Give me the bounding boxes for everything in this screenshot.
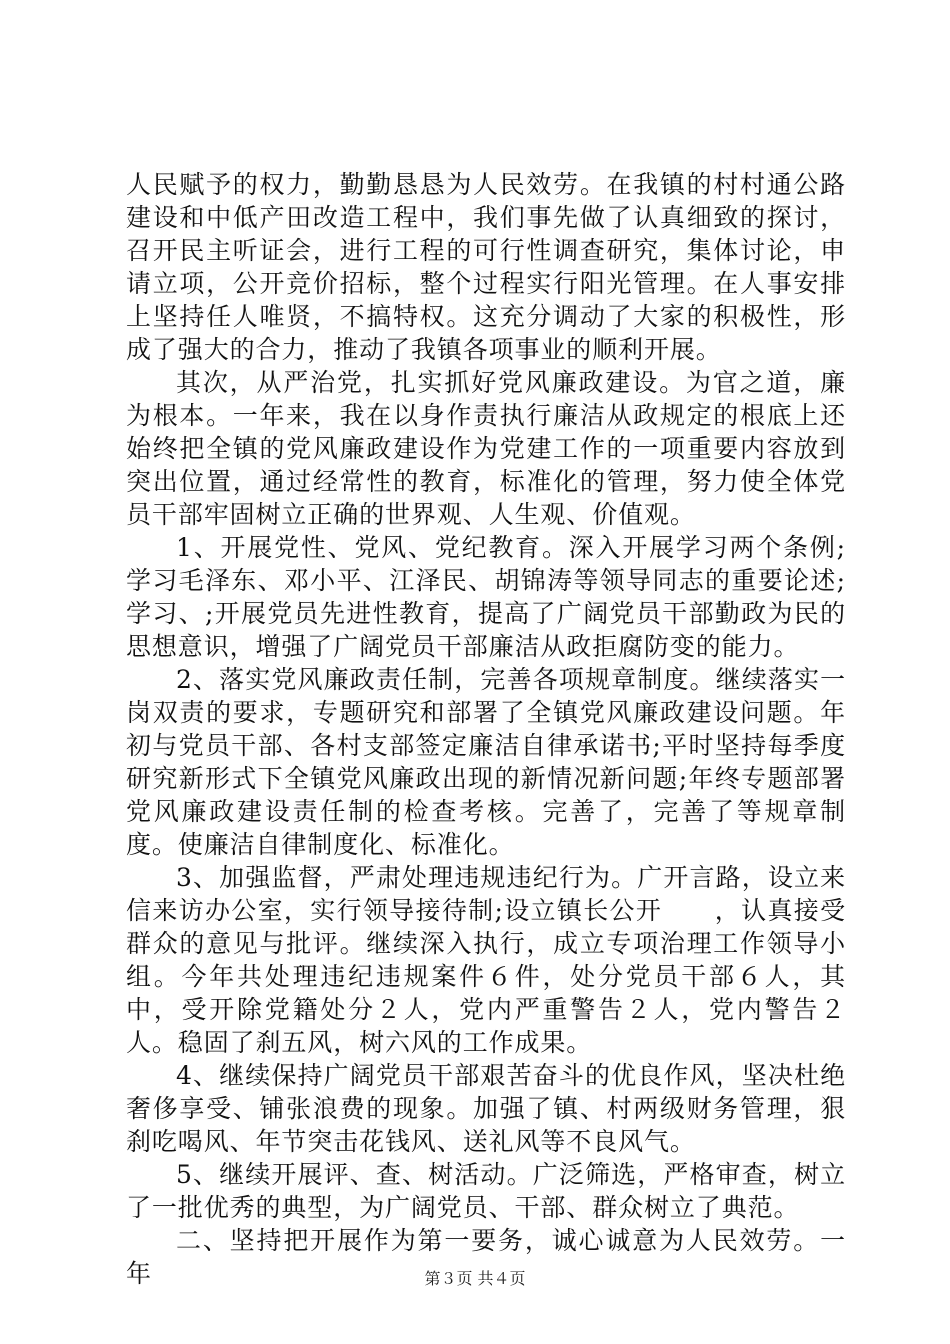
paragraph-4: 2、落实党风廉政责任制，完善各项规章制度。继续落实一岗双责的要求，专题研究和部署了全镇党风廉政建设问题。年初与党员干部、各村支部签定廉洁自律承诺书;平时坚持每季度研究新形式下全镇党风廉政出现的新情况新问题;年终专题部署党风廉政建设责任制的检查考核。完善了，完善了等规章制度。使廉洁自律制度化、标准化。 bbox=[126, 665, 846, 859]
paragraph-1: 人民赋予的权力，勤勤恳恳为人民效劳。在我镇的村村通公路建设和中低产田改造工程中，我们事先做了认真细致的探讨，召开民主听证会，进行工程的可行性调查研究，集体讨论，申请立项，公开竞价招标，整个过程实行阳光管理。在人事安排上坚持任人唯贤，不搞特权。这充分调动了大家的积极性，形成了强大的合力，推动了我镇各项事业的顺利开展。 bbox=[126, 170, 846, 364]
paragraph-7: 5、继续开展评、查、树活动。广泛筛选，严格审查，树立了一批优秀的典型，为广阔党员、干部、群众树立了典范。 bbox=[126, 1160, 846, 1222]
paragraph-3: 1、开展党性、党风、党纪教育。深入开展学习两个条例;学习毛泽东、邓小平、江泽民、胡锦涛等领导同志的重要论述;学习、;开展党员先进性教育，提高了广阔党员干部勤政为民的思想意识，增强了广阔党员干部廉洁从政拒腐防变的能力。 bbox=[126, 533, 846, 661]
paragraph-8: 二、坚持把开展作为第一要务，诚心诚意为人民效劳。一年 bbox=[126, 1226, 846, 1288]
paragraph-2: 其次，从严治党，扎实抓好党风廉政建设。为官之道，廉为根本。一年来，我在以身作责执行廉洁从政规定的根底上还始终把全镇的党风廉政建设作为党建工作的一项重要内容放到突出位置，通过经常性的教育，标准化的管理，努力使全体党员干部牢固树立正确的世界观、人生观、价值观。 bbox=[126, 368, 846, 529]
paragraph-6: 4、继续保持广阔党员干部艰苦奋斗的优良作风，坚决杜绝奢侈享受、铺张浪费的现象。加强了镇、村两级财务管理，狠刹吃喝风、年节突击花钱风、送礼风等不良风气。 bbox=[126, 1061, 846, 1156]
paragraph-5: 3、加强监督，严肃处理违规违纪行为。广开言路，设立来信来访办公室，实行领导接待制;设立镇长公开 ，认真接受群众的意见与批评。继续深入执行，成立专项治理工作领导小组。今年共处理违纪违规案件６件，处分党员干部６人，其中，受开除党籍处分２人，党内严重警告２人，党内警告２人。稳固了刹五风，树六风的工作成果。 bbox=[126, 863, 846, 1057]
page-number-footer: 第３页 共４页 bbox=[424, 1269, 526, 1288]
document-body bbox=[126, 168, 846, 1290]
